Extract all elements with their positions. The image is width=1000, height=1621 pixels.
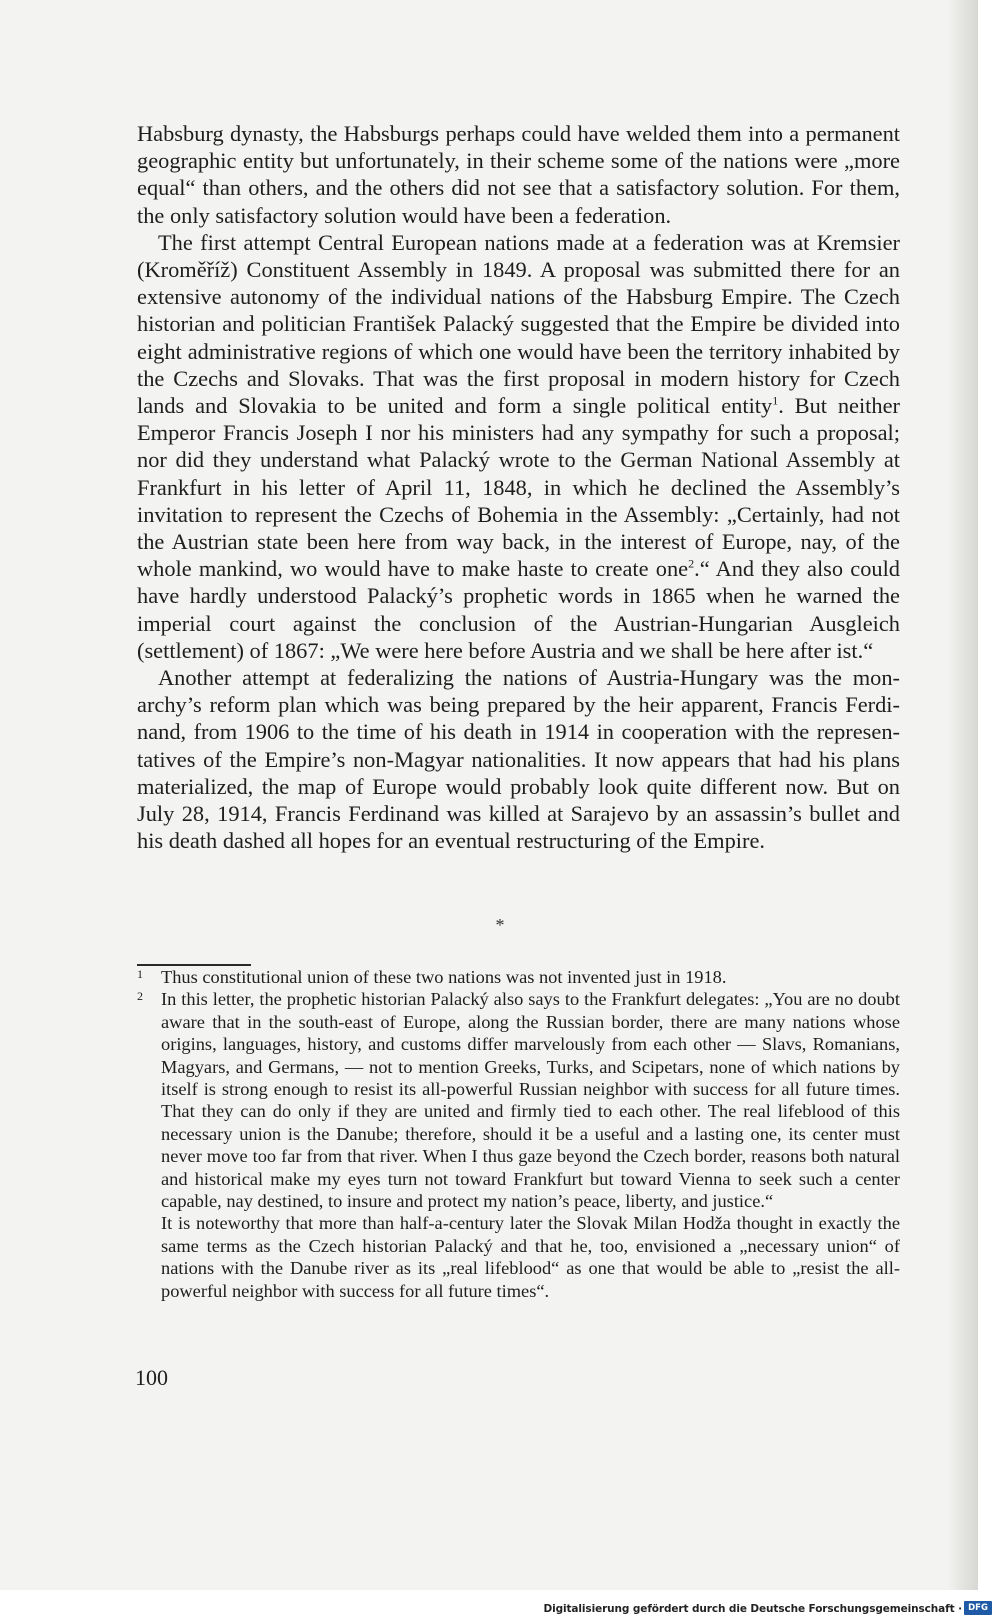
footnote-number: 2 xyxy=(137,989,143,1004)
body-text xyxy=(137,120,900,854)
footnote-text: Thus constitutional union of these two nations was not invented just in 1918. xyxy=(161,967,727,987)
section-asterism: * xyxy=(495,915,505,935)
page-number: 100 xyxy=(135,1365,168,1390)
footnote-1 xyxy=(137,966,900,988)
paragraph-2-part-3: .“ And they also could have hardly understood Palacký’s prophetic words in 1865 when he warned the imperial court against the conclusion of the Austrian-Hungarian Ausgleich (settlement) of 1867: „We were here before Austria and we shall be here after ist.“ xyxy=(137,556,901,663)
paragraph-1: Habsburg dynasty, the Habsburgs perhaps could have welded them into a permanent geographic entity but unfortunately, in their scheme some of the nations were „more equal“ than others, and the others did not see that a satisfactory solution. For them, the only satisfactory solution would have been a federation. xyxy=(137,121,900,228)
dfg-logo: DFG xyxy=(964,1601,992,1615)
footnote-2 xyxy=(137,988,900,1212)
footnote-2-continuation: It is noteworthy that more than half-a-century later the Slovak Milan Hodža thought in exactly the same terms as the Czech historian Palacký and that he, too, envisioned a „necessary union“ of nations with the Danube river as its „real lifeblood“ as one that would be able to „resist the all-powerful neighbor with success for all future times“. xyxy=(161,1213,900,1301)
footnote-ref-1: 1 xyxy=(772,393,779,408)
digitization-credit: Digitalisierung gefördert durch die Deutsche Forschungsgemeinschaft · xyxy=(543,1603,962,1615)
footnote-ref-2: 2 xyxy=(688,556,695,571)
paragraph-2-part-1: The first attempt Central European nations made at a federation was at Kremsier (Kroměříž) Constituent Assembly in 1849. A proposal was submitted there for an extensive autonomy of the individual nations of the Habsburg Empire. The Czech historian and politician František Palacký suggested that the Empire be divided into eight administrative regions of which one would have been the territory inhabited by the Czechs and Slovaks. That was the first proposal in modern history for Czech lands and Slovakia to be united and form a single political entity xyxy=(137,229,900,419)
footnote-number: 1 xyxy=(137,967,143,981)
footnotes xyxy=(137,964,900,1302)
paragraph-2 xyxy=(137,229,900,664)
paragraph-2-part-2: . But neither Emperor Francis Joseph I nor his ministers had any sympathy for such a proposal; nor did they understand what Palacký wrote to the German National Assembly at Frankfurt in his letter of April 11, 1848, in which he declined the Assembly’s invitation to represent the Czechs of Bohemia in the Assembly: „Certainly, had not the Austrian state been here from way back, in the interest of Europe, nay, of the whole mankind, wo would have to make haste to create one xyxy=(137,393,900,582)
page-spine-shadow xyxy=(948,0,978,1590)
paragraph-3: Another attempt at federalizing the nations of Austria-Hungary was the monarchy’s reform plan which was being prepared by the heir apparent, Francis Ferdinand, from 1906 to the time of his death in 1914 in cooperation with the representatives of the Empire’s non-Magyar nationalities. It now appears that had his plans materialized, the map of Europe would probably look quite different now. But on July 28, 1914, Francis Ferdinand was killed at Sarajevo by an assassin’s bullet and his death dashed all hopes for an eventual restructuring of the Empire. xyxy=(137,665,900,854)
footnote-text: In this letter, the prophetic historian Palacký also says to the Frankfurt delegates: „You are no doubt aware that in the south-east of Europe, along the Russian border, there are many nations whose origins, languages, history, and customs differ marvelously from each other — Slavs, Romanians, Magyars, and Germans, — not to mention Greeks, Turks, and Scipetars, none of which nations by itself is strong enough to resist its all-powerful Russian neighbor with success for all future times. That they can do only if they are united and firmly tied to each other. The real lifeblood of this necessary union is the Danube; therefore, should it be a useful and a lasting one, its center must never move too far from that river. When I thus gaze beyond the Czech border, reasons both natural and historical make my eyes turn not toward Frankfurt but toward Vienna to seek such a center capable, nay destined, to insure and protect my nation’s peace, liberty, and justice.“ xyxy=(161,989,900,1212)
